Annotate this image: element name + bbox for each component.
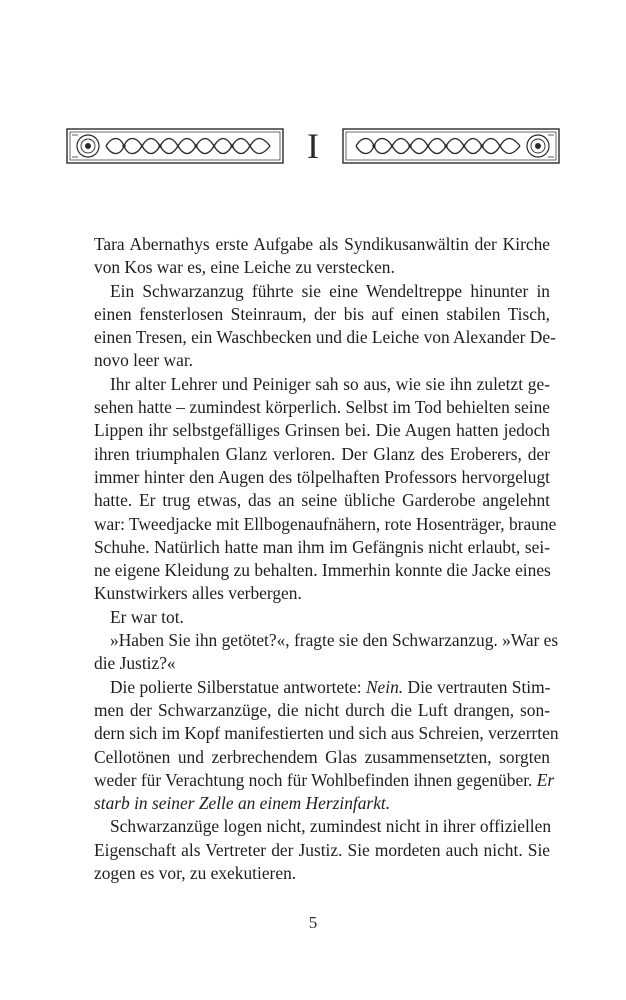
paragraph (94, 373, 557, 606)
text-line: Er war tot. (110, 606, 184, 627)
paragraph (94, 233, 550, 280)
text-run: Die polierte Silberstatue antwortete: (110, 676, 366, 697)
text-line: hatte. Er trug etwas, das an seine übliche Garderobe angelehnt (94, 490, 550, 511)
text-line: dern sich im Kopf manifestierten und sich aus Schreien, verzerrten (94, 723, 559, 744)
ornament-left-icon (66, 128, 284, 164)
text-line: einen Tresen, ein Waschbecken und die Leiche von Alexander De- (94, 327, 556, 348)
chapter-number: I (307, 126, 319, 166)
text-line (94, 769, 555, 792)
text-line: Schuhe. Natürlich hatte man ihm im Gefängnis nicht erlaubt, sei- (94, 536, 550, 557)
paragraph (94, 280, 556, 373)
italic-text: Nein. (365, 676, 404, 697)
paragraph (94, 676, 559, 816)
paragraph (94, 629, 559, 676)
text-line (94, 676, 550, 699)
paragraph (94, 815, 550, 885)
text-line: men der Schwarzanzüge, die nicht durch die Luft drangen, son- (94, 699, 550, 720)
text-line: »Haben Sie ihn getötet?«, fragte sie den Schwarzanzug. »War es (110, 630, 559, 651)
text-line: die Justiz?« (94, 653, 176, 674)
text-line: ihren triumphalen Glanz verloren. Der Glanz des Eroberers, der (94, 443, 550, 464)
text-line: Kunstwirkers alles verbergen. (94, 583, 302, 604)
text-line: zogen es vor, zu exekutieren. (94, 863, 297, 884)
text-line: Ihr alter Lehrer und Peiniger sah so aus, wie sie ihn zuletzt ge- (110, 373, 550, 394)
text-line: ne eigene Kleidung zu behalten. Immerhin konnte die Jacke eines (94, 560, 551, 581)
text-line: Ein Schwarzanzug führte sie eine Wendeltreppe hinunter in (110, 280, 550, 301)
text-line: Cellotönen und zerbrechendem Glas zusammensetzten, sorgten (94, 746, 550, 767)
chapter-heading (66, 125, 560, 167)
italic-text: starb in seiner Zelle an einem Herzinfarkt. (94, 793, 391, 814)
text-line: Tara Abernathys erste Aufgabe als Syndikusanwältin der Kirche (94, 234, 550, 254)
page-number: 5 (308, 913, 318, 932)
text-line: Eigenschaft als Vertreter der Justiz. Sie mordeten auch nicht. Sie (94, 839, 550, 860)
paragraph (94, 606, 550, 629)
text-line: von Kos war es, eine Leiche zu verstecken. (94, 257, 395, 278)
italic-text: Er (536, 769, 555, 790)
text-line: war: Tweedjacke mit Ellbogenaufnähern, rote Hosenträger, braune (94, 513, 557, 534)
text-line: novo leer war. (94, 350, 193, 371)
text-line: einen fensterlosen Steinraum, der bis auf einen stabilen Tisch, (94, 303, 550, 324)
chapter-body (94, 233, 559, 885)
ornament-right-icon (342, 128, 560, 164)
text-line: sehen hatte – zumindest körperlich. Selbst im Tod behielten seine (94, 397, 550, 418)
text-line (94, 792, 550, 815)
text-line: Schwarzanzüge logen nicht, zumindest nicht in ihrer offiziellen (110, 816, 552, 837)
text-line: immer hinter den Augen des tölpelhaften Professors hervorgelugt (94, 466, 550, 487)
text-run: Die vertrauten Stim- (403, 676, 551, 697)
text-line: Lippen ihr selbstgefälliges Grinsen bei. Die Augen hatten jedoch (94, 420, 550, 441)
text-run: weder für Verachtung noch für Wohlbefinden ihnen gegenüber. (94, 769, 537, 790)
